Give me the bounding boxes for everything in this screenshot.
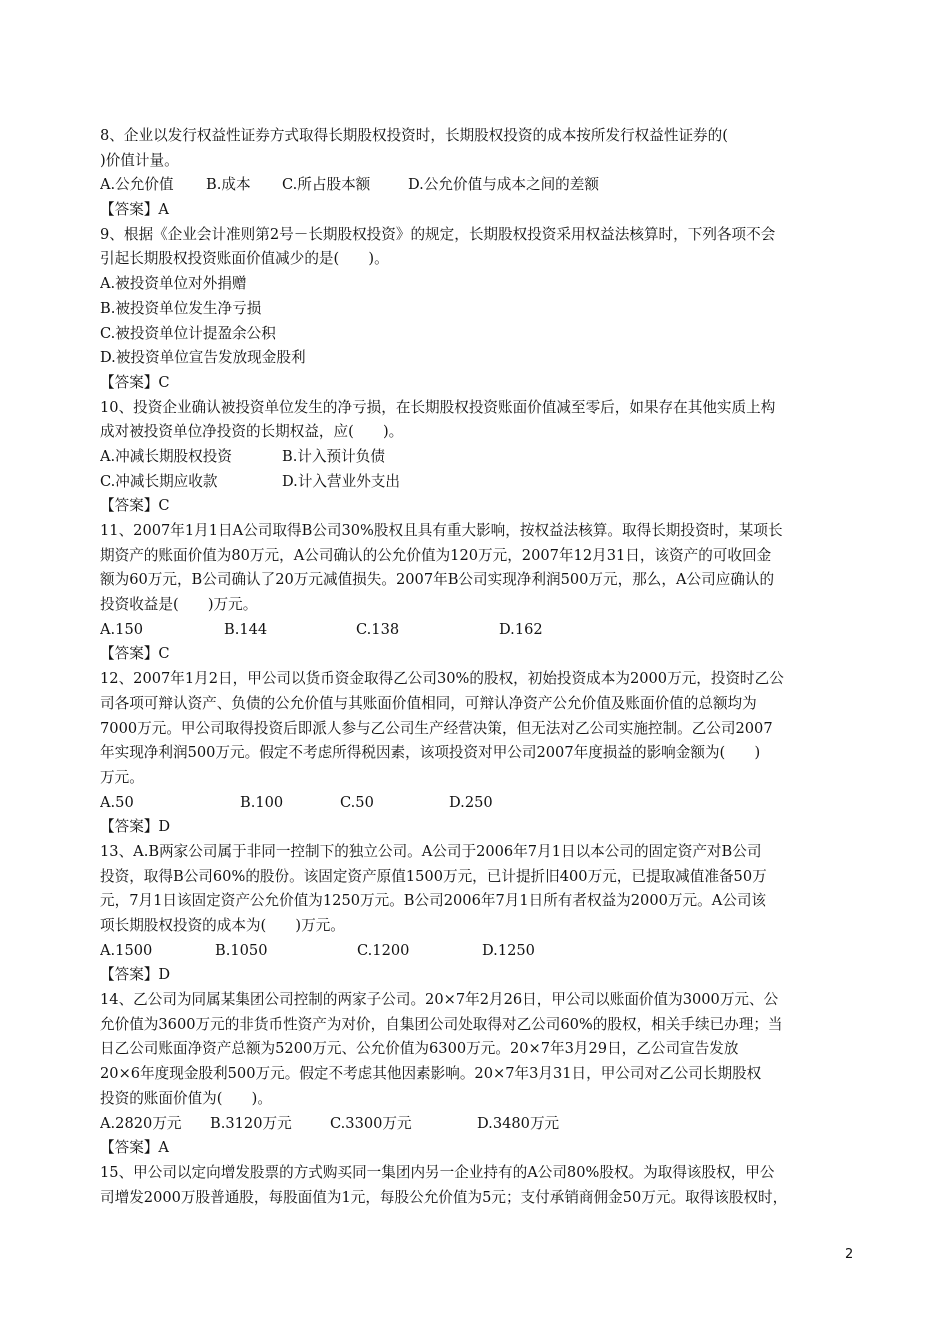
option: B.计入预计负债 [282, 447, 385, 465]
question-text: 投资，取得B公司60%的股份。该固定资产原值1500万元，已计提折旧400万元，已提取减值准备50万 [100, 867, 767, 885]
question-11 [100, 519, 856, 667]
question-text: 13、A.B两家公司属于非同一控制下的独立公司。A公司于2006年7月1日以本公司的固定资产对B公司 [100, 842, 762, 860]
option: B.100 [240, 793, 284, 811]
option: D.250 [449, 793, 493, 811]
question-text: 15、甲公司以定向增发股票的方式购买同一集团内另一企业持有的A公司80%股权。为取得该股权，甲公 [100, 1163, 775, 1181]
option: D.1250 [482, 941, 535, 959]
question-text: 8、企业以发行权益性证券方式取得长期股权投资时，长期股权投资的成本按所发行权益性证券的( [100, 127, 728, 144]
option: A.被投资单位对外捐赠 [100, 275, 247, 293]
question-text: 日乙公司账面净资产总额为5200万元、公允价值为6300万元。20×7年3月29日，乙公司宣告发放 [100, 1040, 739, 1058]
answer: 【答案】C [100, 373, 170, 391]
option: C.1200 [357, 941, 410, 959]
option: D.公允价值与成本之间的差额 [408, 176, 599, 194]
option-row [100, 618, 856, 643]
option: A.1500 [100, 941, 153, 959]
option: C.被投资单位计提盈余公积 [100, 324, 276, 342]
question-text: 14、乙公司为同属某集团公司控制的两家子公司。20×7年2月26日，甲公司以账面价值为3000万元、公 [100, 991, 779, 1009]
option: A.2820万元 [100, 1114, 182, 1132]
question-text: 司各项可辩认资产、负债的公允价值与其账面价值相同，可辩认净资产公允价值及账面价值的总额均为 [100, 694, 757, 712]
question-text: 年实现净利润500万元。假定不考虑所得税因素，该项投资对甲公司2007年度损益的影响金额为( ) [100, 744, 761, 762]
question-text: 允价值为3600万元的非货币性资产为对价，自集团公司处取得对乙公司60%的股权，相关手续已办理；当 [100, 1015, 783, 1033]
question-9 [100, 223, 856, 396]
question-15 [100, 1161, 856, 1210]
question-text: 12、2007年1月2日，甲公司以货币资金取得乙公司30%的股权，初始投资成本为2000万元，投资时乙公 [100, 670, 784, 688]
answer: 【答案】D [100, 818, 171, 836]
answer: 【答案】D [100, 966, 171, 984]
question-10 [100, 396, 856, 519]
option: A.150 [100, 620, 144, 638]
question-13 [100, 840, 856, 988]
answer: 【答案】A [100, 201, 169, 219]
question-text: 11、2007年1月1日A公司取得B公司30%股权且具有重大影响，按权益法核算。取得长期投资时，某项长 [100, 522, 783, 539]
question-text: 万元。 [100, 768, 144, 786]
question-text: 20×6年度现金股利500万元。假定不考虑其他因素影响。20×7年3月31日，甲公司对乙公司长期股权 [100, 1065, 762, 1083]
question-text: 投资收益是( )万元。 [100, 596, 258, 614]
option: A.冲减长期股权投资 [100, 447, 232, 465]
option: D.162 [499, 620, 543, 638]
option: C.所占股本额 [282, 176, 371, 194]
page-number: 2 [845, 1247, 854, 1262]
question-12 [100, 667, 856, 840]
question-text: 9、根据《企业会计准则第2号－长期股权投资》的规定，长期股权投资采用权益法核算时，下列各项不会 [100, 225, 776, 243]
answer: 【答案】A [100, 1139, 169, 1157]
option: C.3300万元 [330, 1114, 412, 1132]
question-text: 成对被投资单位净投资的长期权益，应( )。 [100, 423, 404, 441]
document-body [100, 124, 856, 1210]
question-text: 7000万元。甲公司取得投资后即派人参与乙公司生产经营决策，但无法对乙公司实施控制。乙公司2007 [100, 719, 773, 737]
option: D.被投资单位宣告发放现金股利 [100, 349, 306, 367]
answer: 【答案】C [100, 645, 170, 663]
option: D.计入营业外支出 [282, 472, 400, 490]
question-text: 元，7月1日该固定资产公允价值为1250万元。B公司2006年7月1日所有者权益为2000万元。A公司该 [100, 892, 767, 910]
option: B.成本 [206, 176, 251, 194]
option: C.138 [356, 620, 400, 638]
option: D.3480万元 [477, 1114, 560, 1132]
option: B.144 [224, 620, 268, 638]
option: B.被投资单位发生净亏损 [100, 299, 262, 317]
option: B.1050 [215, 941, 268, 959]
option: C.冲减长期应收款 [100, 472, 218, 490]
option-row [100, 939, 856, 964]
question-14 [100, 988, 856, 1161]
question-text: 引起长期股权投资账面价值减少的是( )。 [100, 250, 389, 268]
option-row [100, 791, 856, 816]
option-row [100, 470, 856, 495]
option: B.3120万元 [210, 1114, 292, 1132]
option-row [100, 445, 856, 470]
question-text: 项长期股权投资的成本为( )万元。 [100, 917, 345, 934]
question-text: 期资产的账面价值为80万元，A公司确认的公允价值为120万元，2007年12月31日，该资产的可收回金 [100, 546, 772, 564]
question-text: )价值计量。 [100, 151, 179, 169]
option: A.公允价值 [100, 176, 174, 194]
option: C.50 [340, 793, 374, 811]
option: A.50 [100, 793, 134, 811]
question-text: 额为60万元，B公司确认了20万元减值损失。2007年B公司实现净利润500万元，那么，A公司应确认的 [100, 571, 775, 589]
answer: 【答案】C [100, 497, 170, 515]
question-text: 司增发2000万股普通股，每股面值为1元，每股公允价值为5元；支付承销商佣金50万元。取得该股权时， [100, 1188, 788, 1206]
option-row [100, 1112, 856, 1137]
question-text: 投资的账面价值为( )。 [100, 1089, 272, 1107]
option-row [100, 173, 856, 198]
question-text: 10、投资企业确认被投资单位发生的净亏损，在长期股权投资账面价值减至零后，如果存在其他实质上构 [100, 398, 776, 416]
question-8 [100, 124, 856, 223]
